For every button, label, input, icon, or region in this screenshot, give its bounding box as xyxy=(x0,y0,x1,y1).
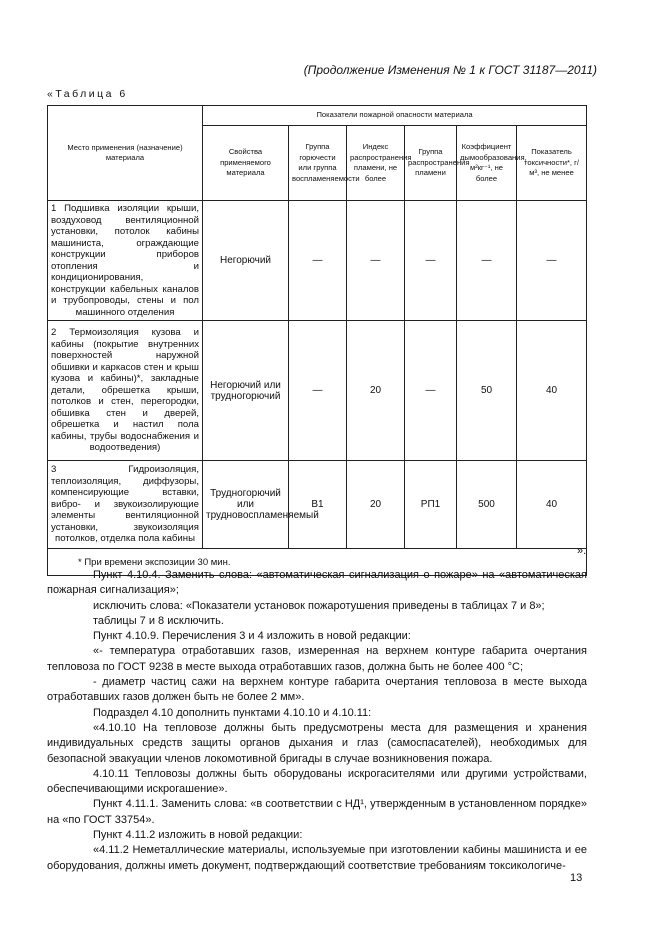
paragraph: Подраздел 4.10 дополнить пунктами 4.10.10 и 4.10.11: xyxy=(93,706,372,719)
col-header-index: Индекс распространения пламени, не более xyxy=(347,126,405,201)
cell-props: Негорючий xyxy=(203,201,289,321)
paragraph: «4.10.10 На тепловозе должны быть предусмотрены места для размещения и хранения индивидуальных средств защиты органов дыхания и глаз (самоспасателей), необходимых для безопасной эвакуации членов локомотивной бригады в случае возникновения пожара. xyxy=(47,721,587,765)
paragraph: Пункт 4.11.1. Заменить слова: «в соответствии с НД¹, утвержденным в установленном порядке» на «по ГОСТ 33754». xyxy=(47,798,587,826)
col-header-tox: Показатель токсичности*, г/м³, не менее xyxy=(517,126,587,201)
cell-place: 2 Термоизоляция кузова и кабины (покрытие внутренних поверхностей наружной обшивки и каркасов стен и крыш кузова и кабины)*, закладные детали, обрешетка крыши, потолков и стен, перегородки, обшивка стен и дверей, обрешетка и настил пола кабины, трубы водоснабжения и водоотведения) xyxy=(48,321,203,461)
col-header-place: Место применения (назначение) материала xyxy=(48,106,203,201)
paragraph: «4.11.2 Неметаллические материалы, используемые при изготовлении кабины машиниста и ее оборудования, должны иметь документ, подтверждающий соответствие требованиям токсикологиче- xyxy=(47,844,587,872)
table-row xyxy=(48,461,587,549)
cell-group: — xyxy=(289,201,347,321)
cell-smoke: 50 xyxy=(457,321,517,461)
col-header-group: Группа горючести или группа воспламеняемости xyxy=(289,126,347,201)
page-number: 13 xyxy=(570,872,583,884)
document-header: (Продолжение Изменения № 1 к ГОСТ 31187—2011) xyxy=(303,63,597,77)
table-label: «Таблица 6 xyxy=(47,88,128,100)
cell-smoke: 500 xyxy=(457,461,517,549)
cell-index: — xyxy=(347,201,405,321)
closing-quote: ». xyxy=(577,545,587,557)
col-header-smoke: Коэффициент дымообразования, м²кг⁻¹, не более xyxy=(457,126,517,201)
cell-smoke: — xyxy=(457,201,517,321)
cell-group: — xyxy=(289,321,347,461)
table-footnote: * При времени экспозиции 30 мин. xyxy=(48,549,587,576)
col-header-props: Свойства применяемого материала xyxy=(203,126,289,201)
paragraph: исключить слова: «Показатели установок пожаротушения приведены в таблицах 7 и 8»; xyxy=(93,599,545,612)
cell-tox: 40 xyxy=(517,321,587,461)
paragraph: Пункт 4.10.9. Перечисления 3 и 4 изложить в новой редакции: xyxy=(93,630,411,643)
cell-tox: 40 xyxy=(517,461,587,549)
table-row xyxy=(48,201,587,321)
cell-props: Трудногорючий или трудновоспламеняемый xyxy=(203,461,289,549)
body-text xyxy=(47,568,587,874)
paragraph: таблицы 7 и 8 исключить. xyxy=(93,614,224,627)
cell-spread: — xyxy=(405,321,457,461)
cell-index: 20 xyxy=(347,321,405,461)
table-row xyxy=(48,321,587,461)
paragraph: 4.10.11 Тепловозы должны быть оборудованы искрогасителями или другими устройствами, обеспечивающими искрогашение». xyxy=(47,767,587,796)
cell-index: 20 xyxy=(347,461,405,549)
paragraph: Пункт 4.10.4. Заменить слова: «автоматическая сигнализация о пожаре» на «автоматическая пожарная сигнализация»; xyxy=(47,569,587,597)
cell-place: 1 Подшивка изоляции крыши, воздуховод вентиляционной установки, потолок кабины машиниста, ограждающие конструкции приборов отопления и кондиционирования, конструкции кабельных каналов и трубопроводы, стены и пол машинного отделения xyxy=(48,201,203,321)
paragraph: «- температура отработавших газов, измеренная на верхнем контуре габарита очертания тепловоза по ГОСТ 9238 в месте выхода отработавших газов, должна быть не более 400 °С; xyxy=(47,645,587,673)
cell-place: 3 Гидроизоляция, теплоизоляция, диффузоры, компенсирующие вставки, вибро- и звукоизолирующие элементы вентиляционной установки, звукоизоляция потолков, отделка пола кабины xyxy=(48,461,203,549)
group-header: Показатели пожарной опасности материала xyxy=(203,106,587,126)
col-header-spread: Группа распространения пламени xyxy=(405,126,457,201)
cell-spread: — xyxy=(405,201,457,321)
cell-group: В1 xyxy=(289,461,347,549)
cell-props: Негорючий или трудногорючий xyxy=(203,321,289,461)
table-6 xyxy=(47,105,587,576)
paragraph: - диаметр частиц сажи на верхнем контуре габарита очертания тепловоза в месте выхода отработавших газов должен быть не более 2 мм». xyxy=(47,676,587,704)
cell-spread: РП1 xyxy=(405,461,457,549)
paragraph: Пункт 4.11.2 изложить в новой редакции: xyxy=(93,829,303,842)
cell-tox: — xyxy=(517,201,587,321)
